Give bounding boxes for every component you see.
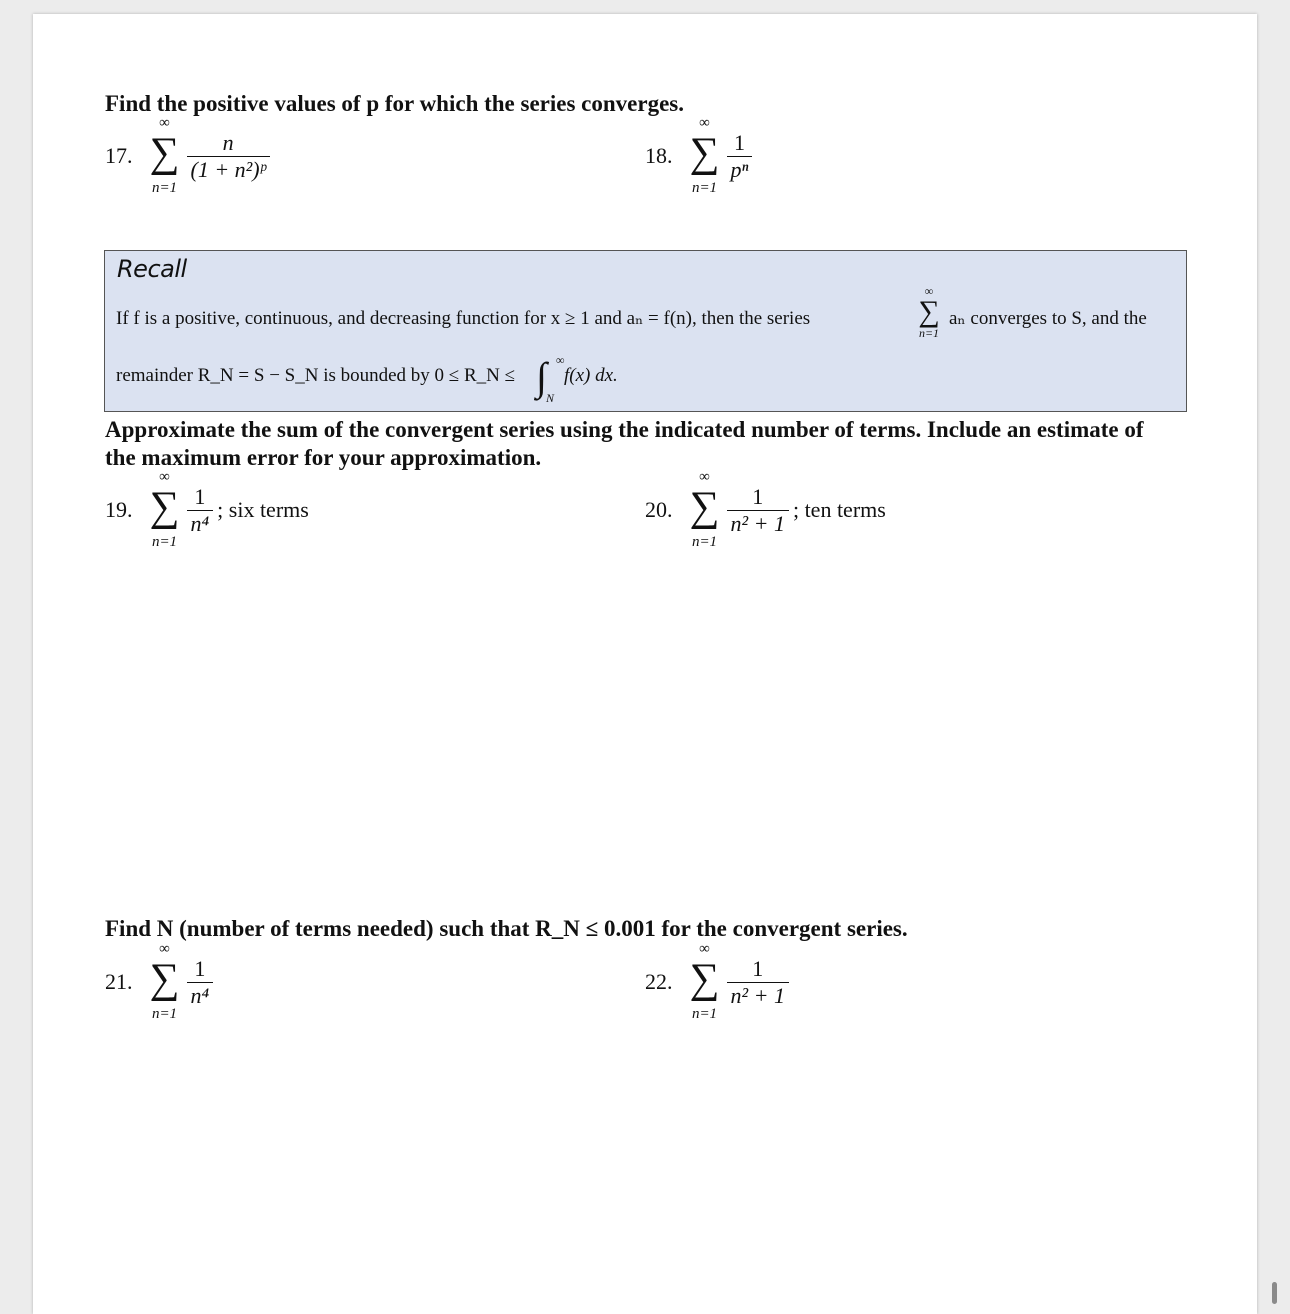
sum-upper-limit: ∞ (699, 941, 710, 957)
problem-number: 20. (645, 497, 673, 522)
sum-upper-limit: ∞ (699, 115, 710, 131)
sum-upper-limit: ∞ (699, 469, 710, 485)
denominator: n⁴ (187, 510, 214, 537)
problem-number: 22. (645, 969, 673, 994)
recall-title: Recall (117, 255, 187, 283)
fraction (187, 484, 214, 537)
problem-17 (105, 116, 272, 196)
numerator: 1 (733, 129, 745, 155)
fraction (187, 130, 270, 183)
problem-number: 17. (105, 143, 133, 168)
sum-upper-limit: ∞ (924, 284, 934, 298)
fraction (727, 484, 789, 537)
sum-upper-limit: ∞ (159, 941, 170, 957)
problem-19 (105, 470, 309, 550)
scrollbar-thumb[interactable] (1272, 1282, 1277, 1304)
sum-upper-limit: ∞ (159, 469, 170, 485)
sum-lower-limit: n=1 (691, 180, 718, 196)
section-2-heading: Approximate the sum of the convergent series using the indicated number of terms. Include an estimate of the maximum error for your approximation. (105, 417, 1144, 470)
numerator: 1 (194, 483, 206, 509)
integral-lower-limit: N (546, 391, 555, 405)
problem-22 (645, 942, 791, 1022)
summation-symbol: ∞ ∑ n=1 (685, 942, 725, 1022)
summation-symbol: ∞ ∑ n=1 (685, 116, 725, 196)
integral-upper-limit: ∞ (556, 353, 565, 367)
recall-line-1-text: If f is a positive, continuous, and decreasing function for x ≥ 1 and aₙ = f(n), then the series (116, 308, 811, 329)
summation-symbol: ∞ ∑ n=1 (145, 942, 185, 1022)
recall-integrand: f(x) dx. (564, 365, 618, 386)
summation-symbol: ∞ ∑ n=1 (145, 116, 185, 196)
denominator: pⁿ (727, 156, 753, 183)
recall-line-1-series-term: aₙ converges to S, and the (949, 308, 1147, 329)
summation-symbol: ∞ ∑ n=1 (145, 470, 185, 550)
problem-suffix: ; six terms (217, 497, 309, 522)
sum-lower-limit: n=1 (691, 534, 718, 550)
denominator: n² + 1 (727, 982, 789, 1009)
denominator: n⁴ (187, 982, 214, 1009)
recall-summation-symbol: ∞ ∑ n=1 (914, 285, 944, 339)
section-1-heading: Find the positive values of p for which the series converges. (105, 91, 685, 116)
section-3-heading: Find N (number of terms needed) such that R_N ≤ 0.001 for the convergent series. (105, 916, 908, 941)
sum-lower-limit: n=1 (918, 326, 940, 340)
numerator: n (222, 129, 234, 155)
sum-lower-limit: n=1 (151, 180, 178, 196)
problem-21 (105, 942, 215, 1022)
sum-upper-limit: ∞ (159, 115, 170, 131)
worksheet-page (33, 14, 1257, 1314)
numerator: 1 (194, 955, 206, 981)
sum-lower-limit: n=1 (151, 534, 178, 550)
denominator: n² + 1 (727, 510, 789, 537)
problem-number: 19. (105, 497, 133, 522)
problem-18 (645, 116, 754, 196)
sum-lower-limit: n=1 (691, 1006, 718, 1022)
problem-number: 21. (105, 969, 133, 994)
fraction (727, 956, 789, 1009)
numerator: 1 (752, 483, 764, 509)
recall-line-2-text: remainder R_N = S − S_N is bounded by 0 ≤ R_N ≤ (116, 365, 516, 386)
denominator: (1 + n²)ᵖ (187, 156, 270, 183)
summation-symbol: ∞ ∑ n=1 (685, 470, 725, 550)
problem-suffix: ; ten terms (792, 497, 886, 522)
recall-box (104, 250, 1187, 412)
problem-20 (645, 470, 886, 550)
problem-number: 18. (645, 143, 673, 168)
recall-line-1 (116, 284, 1181, 349)
recall-line-2: remainder R_N = S − S_N is bounded by 0 ≤ R_N ≤ ∫ ∞ N f(x) dx. (116, 353, 618, 405)
fraction (187, 956, 214, 1009)
numerator: 1 (752, 955, 764, 981)
sum-lower-limit: n=1 (151, 1006, 178, 1022)
fraction (727, 130, 753, 183)
